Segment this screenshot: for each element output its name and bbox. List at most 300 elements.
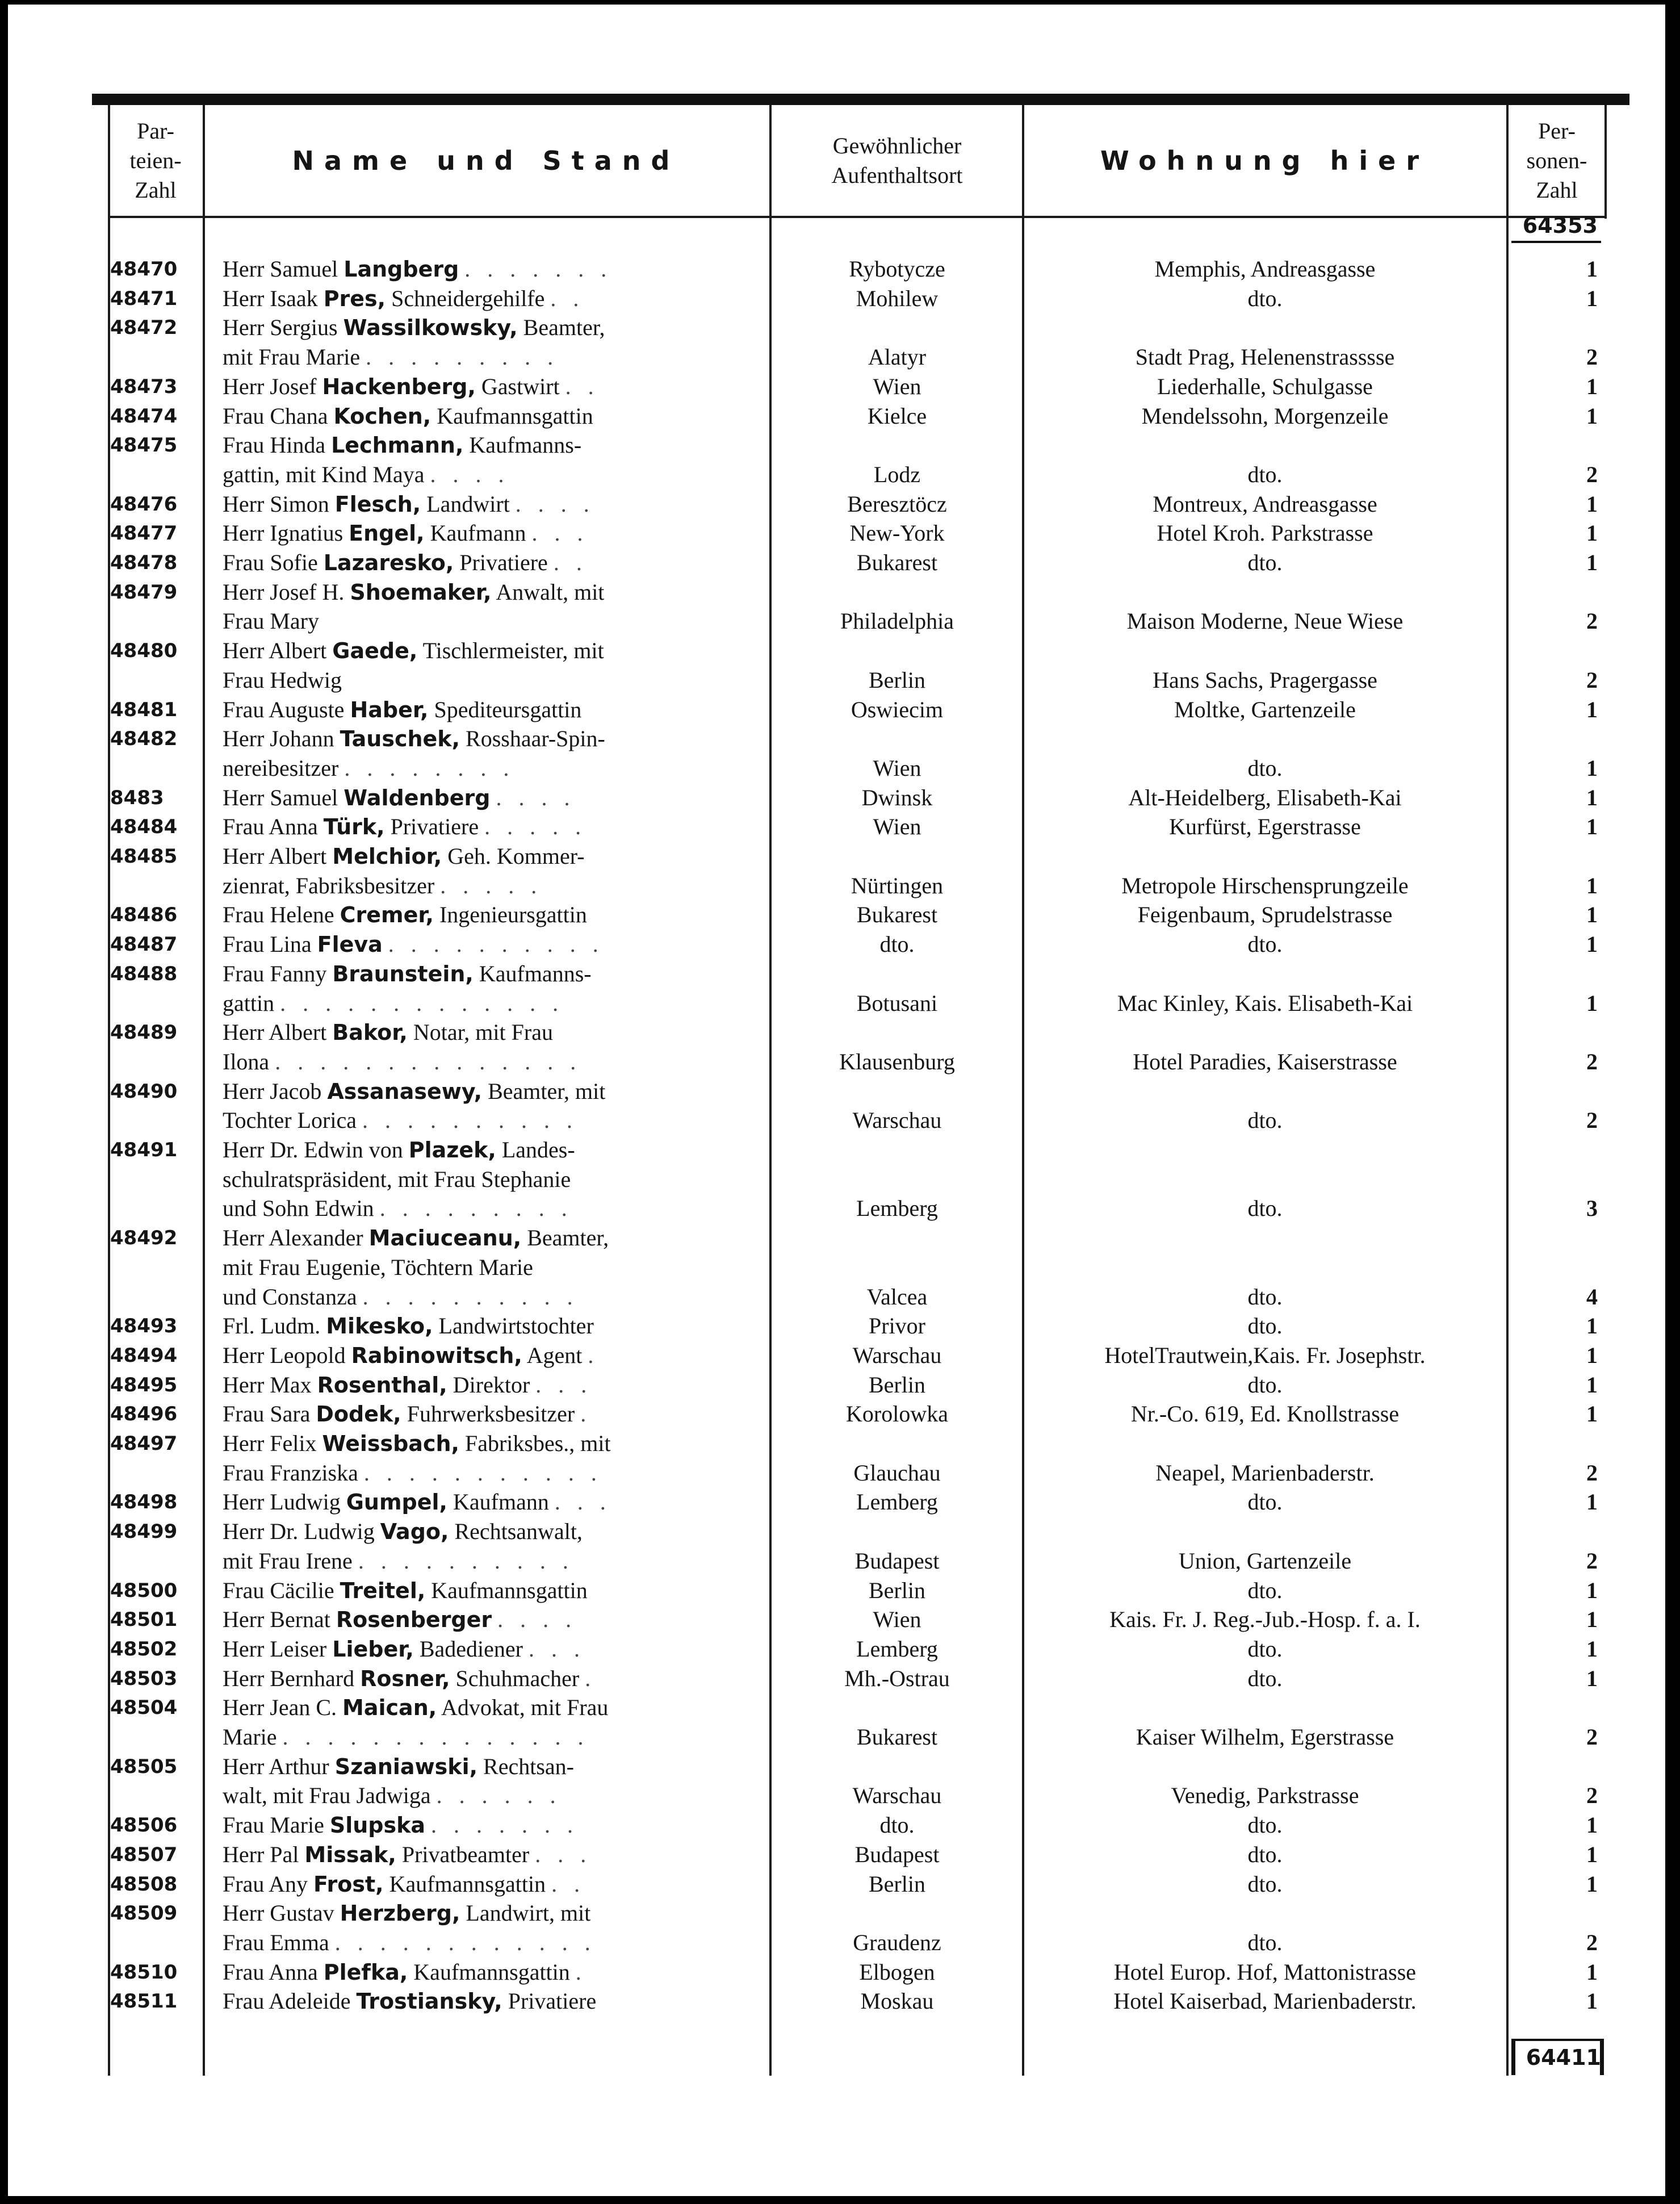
- name-and-status: [223, 1958, 768, 1987]
- name-and-status: [223, 1223, 768, 1253]
- usual-residence: Budapest: [854, 1842, 940, 1867]
- table-row: [0, 1576, 1680, 1605]
- person-count: 1: [1586, 520, 1598, 546]
- name-and-status: [223, 1370, 768, 1400]
- table-row: [0, 1958, 1680, 1987]
- name-and-status: [223, 1018, 768, 1047]
- local-lodging: Neapel, Marienbaderstr.: [1155, 1460, 1375, 1486]
- person-count: 1: [1586, 1489, 1598, 1515]
- name-and-status: [223, 1047, 768, 1077]
- person-title: Frau Hinda: [223, 432, 326, 458]
- person-count: [1510, 1165, 1607, 1194]
- header-wohnung-hier: Wohnung hier: [1100, 145, 1430, 176]
- local-lodging: Mendelssohn, Morgenzeile: [1141, 403, 1389, 429]
- usual-residence: Mohilew: [856, 286, 939, 311]
- table-row: [0, 1135, 1680, 1165]
- scan-edge-bottom: [0, 2196, 1680, 2204]
- table-row: [0, 1194, 1680, 1223]
- usual-residence: Valcea: [866, 1284, 928, 1310]
- leader-dots: . . .: [531, 520, 589, 546]
- table-row: [0, 490, 1680, 519]
- party-number: 48488: [110, 963, 178, 985]
- local-lodging: [1027, 959, 1503, 989]
- occupation: Fuhrwerksbesitzer: [407, 1401, 575, 1427]
- header-parteien-zahl: [110, 107, 201, 215]
- name-and-status: [223, 1282, 768, 1312]
- surname: Frost,: [313, 1872, 384, 1897]
- occupation: Landwirtstochter: [438, 1313, 594, 1339]
- party-number: [110, 1722, 201, 1752]
- name-and-status: [223, 1458, 768, 1488]
- leader-dots: .: [588, 1343, 600, 1368]
- local-lodging: dto.: [1247, 1372, 1283, 1398]
- table-row: [0, 1399, 1680, 1429]
- name-and-status: [223, 1693, 768, 1722]
- person-count: 1: [1586, 785, 1598, 810]
- occupation: Beamter, mit: [488, 1078, 606, 1104]
- person-count: 1: [1586, 931, 1598, 957]
- person-count: [1510, 842, 1607, 871]
- surname: Cremer,: [340, 902, 434, 927]
- name-and-status: [223, 724, 768, 754]
- surname: Pres,: [323, 286, 386, 311]
- table-row: [0, 1429, 1680, 1458]
- person-title: und Constanza: [223, 1284, 357, 1310]
- usual-residence: [772, 842, 1022, 871]
- occupation: Kaufmanns-: [469, 432, 582, 458]
- person-title: Herr Ludwig: [223, 1489, 341, 1515]
- person-title: Ilona: [223, 1049, 270, 1074]
- person-title: Frau Marie: [223, 1812, 324, 1838]
- party-number: [110, 1253, 201, 1282]
- party-number: 48480: [110, 639, 178, 662]
- name-and-status: [223, 254, 768, 284]
- name-and-status: [223, 1810, 768, 1840]
- occupation: Gastwirt: [481, 374, 560, 399]
- person-count: 1: [1586, 550, 1598, 575]
- local-lodging: [1027, 578, 1503, 607]
- person-count: 1: [1586, 1401, 1598, 1427]
- person-count: 1: [1586, 256, 1598, 282]
- table-row: [0, 1810, 1680, 1840]
- party-number: 48494: [110, 1344, 178, 1367]
- surname: Haber,: [350, 697, 429, 722]
- name-and-status: [223, 460, 768, 490]
- occupation: Kaufmannsgattin: [431, 1578, 588, 1603]
- usual-residence: Oswiecim: [851, 697, 944, 722]
- person-title: Herr Pal: [223, 1842, 299, 1867]
- local-lodging: Moltke, Gartenzeile: [1174, 697, 1356, 722]
- table-row: [0, 1898, 1680, 1928]
- name-and-status: [223, 1634, 768, 1664]
- table-row: [0, 1165, 1680, 1194]
- header-aufenthaltsort-line-1: Gewöhnlicher: [832, 133, 962, 158]
- party-number: [110, 342, 201, 372]
- surname: Plefka,: [323, 1960, 408, 1985]
- table-row: [0, 1047, 1680, 1077]
- party-number: 48474: [110, 405, 178, 428]
- table-row: [0, 1282, 1680, 1312]
- party-number: 48496: [110, 1403, 178, 1425]
- usual-residence: Graudenz: [853, 1930, 941, 1955]
- local-lodging: Venedig, Parkstrasse: [1171, 1783, 1359, 1808]
- table-row: [0, 989, 1680, 1018]
- occupation: Direktor: [453, 1372, 530, 1398]
- name-and-status: [223, 1194, 768, 1223]
- surname: Rosner,: [360, 1666, 450, 1691]
- table-row: [0, 402, 1680, 431]
- surname: Flesch,: [334, 492, 421, 517]
- surname: Lechmann,: [331, 433, 464, 458]
- table-row: [0, 1487, 1680, 1517]
- table-row: [0, 1870, 1680, 1899]
- leader-dots: .: [585, 1666, 597, 1691]
- person-title: Frau Anna: [223, 1959, 318, 1985]
- table-row: [0, 1986, 1680, 2016]
- name-and-status: [223, 1722, 768, 1752]
- surname: Rosenthal,: [317, 1373, 447, 1398]
- local-lodging: Liederhalle, Schulgasse: [1157, 374, 1373, 399]
- person-title: Herr Arthur: [223, 1754, 329, 1779]
- party-number: [110, 1106, 201, 1135]
- surname: Lieber,: [332, 1637, 414, 1662]
- final-total-rule: [1511, 2039, 1601, 2041]
- person-title: Frau Adeleide: [223, 1988, 351, 2014]
- surname: Vago,: [380, 1519, 449, 1544]
- name-and-status: [223, 900, 768, 930]
- person-title: Frau Chana: [223, 403, 328, 429]
- party-number: 48501: [110, 1608, 178, 1631]
- table-row: [0, 812, 1680, 842]
- surname: Trostiansky,: [356, 1989, 502, 2014]
- table-row: [0, 636, 1680, 666]
- person-count: 1: [1586, 755, 1598, 781]
- party-number: [110, 1546, 201, 1576]
- person-title: Herr Dr. Ludwig: [223, 1519, 375, 1544]
- person-count: [1510, 1253, 1607, 1282]
- usual-residence: [772, 1429, 1022, 1458]
- person-title: Frau Any: [223, 1871, 308, 1897]
- occupation: Agent: [526, 1343, 583, 1368]
- person-count: 2: [1586, 462, 1598, 487]
- table-row: [0, 1722, 1680, 1752]
- local-lodging: dto.: [1247, 931, 1283, 957]
- local-lodging: Alt-Heidelberg, Elisabeth-Kai: [1128, 785, 1402, 810]
- person-title: schulratspräsident, mit Frau Stephanie: [223, 1166, 571, 1192]
- name-and-status: [223, 959, 768, 989]
- usual-residence: Berlin: [869, 1578, 925, 1603]
- person-title: Frau Fanny: [223, 961, 327, 986]
- person-count: 1: [1586, 491, 1598, 517]
- local-lodging: dto.: [1247, 1812, 1283, 1838]
- person-title: Herr Simon: [223, 491, 329, 517]
- local-lodging: dto.: [1247, 755, 1283, 781]
- person-count: [1510, 313, 1607, 342]
- occupation: Beamter,: [523, 315, 605, 340]
- person-count: 1: [1586, 1636, 1598, 1662]
- header-personen-line-1: Per-: [1538, 118, 1576, 144]
- name-and-status: [223, 1135, 768, 1165]
- leader-dots: . . . .: [515, 491, 595, 517]
- party-number: 48500: [110, 1579, 178, 1602]
- occupation: Fabriksbes., mit: [464, 1431, 611, 1456]
- party-number: 48490: [110, 1080, 178, 1103]
- party-number: [110, 871, 201, 901]
- name-and-status: [223, 1986, 768, 2016]
- surname: Lazaresko,: [323, 550, 454, 575]
- usual-residence: [772, 1165, 1022, 1194]
- local-lodging: Hotel Kaiserbad, Marienbaderstr.: [1113, 1988, 1417, 2014]
- party-number: [110, 1458, 201, 1488]
- party-number: [110, 1928, 201, 1958]
- party-number: [110, 1047, 201, 1077]
- surname: Rabinowitsch,: [351, 1343, 522, 1368]
- leader-dots: . . . . . . . . . .: [388, 931, 604, 957]
- local-lodging: [1027, 1018, 1503, 1047]
- occupation: Advokat, mit Frau: [441, 1695, 609, 1720]
- usual-residence: New-York: [849, 520, 945, 546]
- leader-dots: . . . . . . . . . . . .: [334, 1930, 596, 1955]
- usual-residence: Berlin: [869, 667, 925, 693]
- person-title: Frau Hedwig: [223, 667, 342, 693]
- person-count: 3: [1586, 1195, 1598, 1221]
- local-lodging: dto.: [1247, 1636, 1283, 1662]
- local-lodging: Kaiser Wilhelm, Egerstrasse: [1136, 1724, 1394, 1750]
- person-count: 2: [1586, 1724, 1598, 1750]
- usual-residence: Wien: [873, 1607, 921, 1632]
- name-and-status: [223, 1165, 768, 1194]
- local-lodging: dto.: [1247, 1195, 1283, 1221]
- usual-residence: [772, 1752, 1022, 1781]
- name-and-status: [223, 666, 768, 695]
- table-row: [0, 460, 1680, 490]
- occupation: Landes-: [501, 1137, 575, 1162]
- person-title: Herr Max: [223, 1372, 312, 1398]
- table-row: [0, 1693, 1680, 1722]
- person-title: mit Frau Eugenie, Töchtern Marie: [223, 1254, 533, 1280]
- table-row: [0, 313, 1680, 342]
- local-lodging: Union, Gartenzeile: [1178, 1548, 1352, 1574]
- occupation: Privatiere: [508, 1988, 597, 2014]
- occupation: Schneidergehilfe: [391, 286, 545, 311]
- person-count: 2: [1586, 1049, 1598, 1074]
- local-lodging: Kais. Fr. J. Reg.-Jub.-Hosp. f. a. I.: [1109, 1607, 1421, 1632]
- header-aufenthaltsort: [772, 107, 1022, 215]
- table-row: [0, 1311, 1680, 1341]
- party-number: [110, 754, 201, 783]
- surname: Plazek,: [408, 1137, 496, 1162]
- leader-dots: . . .: [535, 1372, 593, 1398]
- person-title: Tochter Lorica: [223, 1107, 357, 1133]
- person-title: Herr Jean C.: [223, 1695, 337, 1720]
- person-count: 1: [1586, 1871, 1598, 1897]
- table-row: [0, 842, 1680, 871]
- usual-residence: [772, 1517, 1022, 1546]
- usual-residence: Warschau: [852, 1107, 942, 1133]
- person-title: walt, mit Frau Jadwiga: [223, 1783, 431, 1808]
- person-title: Frau Emma: [223, 1930, 329, 1955]
- leader-dots: . . . . . . . .: [344, 755, 515, 781]
- table-row: [0, 548, 1680, 578]
- usual-residence: Wien: [873, 755, 921, 781]
- surname: Engel,: [349, 521, 425, 546]
- usual-residence: Lemberg: [856, 1195, 938, 1221]
- final-total-left-rule: [1511, 2039, 1515, 2075]
- person-title: Frau Sara: [223, 1401, 311, 1427]
- person-title: Frau Helene: [223, 902, 334, 927]
- local-lodging: Memphis, Andreasgasse: [1154, 256, 1376, 282]
- surname: Braunstein,: [332, 961, 474, 986]
- surname: Herzberg,: [340, 1901, 460, 1926]
- person-title: Frau Mary: [223, 608, 319, 634]
- person-count: 4: [1586, 1284, 1598, 1310]
- local-lodging: dto.: [1247, 1930, 1283, 1955]
- party-number: 48475: [110, 434, 178, 457]
- local-lodging: [1027, 1223, 1503, 1253]
- leader-dots: . . .: [528, 1636, 585, 1662]
- usual-residence: dto.: [879, 931, 915, 957]
- occupation: Geh. Kommer-: [447, 843, 585, 869]
- leader-dots: . . . . .: [484, 814, 587, 839]
- header-parteien-line-2: teien-: [129, 148, 182, 173]
- person-title: nereibesitzer: [223, 755, 339, 781]
- table-row: [0, 1928, 1680, 1958]
- leader-dots: . . . . . . . . .: [366, 344, 559, 370]
- person-title: Marie: [223, 1724, 277, 1750]
- usual-residence: Glauchau: [853, 1460, 941, 1486]
- table-row: [0, 1781, 1680, 1810]
- party-number: 48478: [110, 551, 178, 574]
- usual-residence: Wien: [873, 374, 921, 399]
- person-title: mit Frau Irene: [223, 1548, 353, 1574]
- person-title: Herr Ignatius: [223, 520, 343, 546]
- surname: Gaede,: [332, 638, 418, 663]
- person-title: Frl. Ludm.: [223, 1313, 321, 1339]
- party-number: 48505: [110, 1755, 178, 1778]
- party-number: 48503: [110, 1667, 178, 1690]
- leader-dots: . . . . . . . . . .: [362, 1107, 578, 1133]
- occupation: Kaufmannsgattin: [413, 1959, 570, 1985]
- occupation: Kaufmann: [430, 520, 526, 546]
- party-number: 48471: [110, 287, 178, 310]
- occupation: Kaufmannsgattin: [437, 403, 593, 429]
- person-title: Frau Franziska: [223, 1460, 358, 1486]
- name-and-status: [223, 342, 768, 372]
- final-total: 64411: [1526, 2045, 1601, 2070]
- person-count: [1510, 430, 1607, 460]
- local-lodging: Maison Moderne, Neue Wiese: [1126, 608, 1404, 634]
- leader-dots: . . .: [554, 1489, 611, 1515]
- person-count: 1: [1586, 1959, 1598, 1985]
- party-number: 48507: [110, 1843, 178, 1866]
- name-and-status: [223, 1898, 768, 1928]
- person-count: 1: [1586, 697, 1598, 722]
- occupation: Beamter,: [527, 1225, 609, 1251]
- party-number: [110, 607, 201, 636]
- usual-residence: Warschau: [852, 1343, 942, 1368]
- table-top-rule: [92, 94, 1629, 105]
- person-count: 1: [1586, 1666, 1598, 1691]
- name-and-status: [223, 1253, 768, 1282]
- local-lodging: dto.: [1247, 1842, 1283, 1867]
- name-and-status: [223, 1429, 768, 1458]
- table-row: [0, 1664, 1680, 1693]
- usual-residence: Budapest: [854, 1548, 940, 1574]
- name-and-status: [223, 1576, 768, 1605]
- local-lodging: Stadt Prag, Helenenstrasssse: [1135, 344, 1395, 370]
- occupation: Privatiere: [459, 550, 548, 575]
- leader-dots: . .: [550, 286, 585, 311]
- local-lodging: Hans Sachs, Pragergasse: [1153, 667, 1377, 693]
- rule-outer-right: [1604, 105, 1607, 219]
- table-row: [0, 1018, 1680, 1047]
- header-aufenthaltsort-line-2: Aufenthaltsort: [831, 162, 963, 188]
- usual-residence: Klausenburg: [839, 1049, 955, 1074]
- party-number: 48472: [110, 316, 178, 339]
- usual-residence: Kielce: [867, 403, 927, 429]
- local-lodging: Montreux, Andreasgasse: [1153, 491, 1377, 517]
- person-count: [1510, 1517, 1607, 1546]
- name-and-status: [223, 1840, 768, 1870]
- usual-residence: Lodz: [873, 462, 921, 487]
- name-and-status: [223, 930, 768, 959]
- occupation: Kaufmannsgattin: [389, 1871, 546, 1897]
- party-number: 48508: [110, 1873, 178, 1896]
- usual-residence: [772, 636, 1022, 666]
- local-lodging: [1027, 724, 1503, 754]
- surname: Tauschek,: [340, 726, 460, 751]
- person-count: 2: [1586, 1107, 1598, 1133]
- name-and-status: [223, 1605, 768, 1634]
- person-count: 2: [1586, 344, 1598, 370]
- usual-residence: Bukarest: [856, 550, 938, 575]
- person-count: [1510, 578, 1607, 607]
- person-title: Herr Johann: [223, 726, 334, 751]
- table-row: [0, 871, 1680, 901]
- party-number: 48484: [110, 815, 178, 838]
- person-count: 1: [1586, 1988, 1598, 2014]
- surname: Mikesko,: [326, 1314, 433, 1339]
- name-and-status: [223, 1399, 768, 1429]
- person-count: 1: [1586, 873, 1598, 898]
- leader-dots: . . . . . . . . .: [379, 1195, 573, 1221]
- header-personen-line-2: sonen-: [1526, 148, 1587, 173]
- table-row: [0, 372, 1680, 402]
- surname: Slupska: [329, 1813, 426, 1838]
- person-title: Frau Cäcilie: [223, 1578, 334, 1603]
- party-number: 48487: [110, 933, 178, 956]
- person-count: [1510, 636, 1607, 666]
- name-and-status: [223, 1106, 768, 1135]
- table-row: [0, 578, 1680, 607]
- person-title: Herr Josef: [223, 374, 317, 399]
- usual-residence: Dwinsk: [861, 785, 933, 810]
- usual-residence: dto.: [879, 1812, 915, 1838]
- usual-residence: Elbogen: [859, 1959, 935, 1985]
- table-row: [0, 518, 1680, 548]
- surname: Wassilkowsky,: [343, 315, 518, 340]
- usual-residence: [772, 1135, 1022, 1165]
- surname: Fleva: [317, 932, 383, 957]
- name-and-status: [223, 1546, 768, 1576]
- name-and-status: [223, 636, 768, 666]
- party-number: 48504: [110, 1696, 178, 1719]
- table-row: [0, 1253, 1680, 1282]
- surname: Melchior,: [332, 844, 442, 869]
- person-title: Frau Sofie: [223, 550, 318, 575]
- usual-residence: Bukarest: [856, 1724, 938, 1750]
- local-lodging: [1027, 1165, 1503, 1194]
